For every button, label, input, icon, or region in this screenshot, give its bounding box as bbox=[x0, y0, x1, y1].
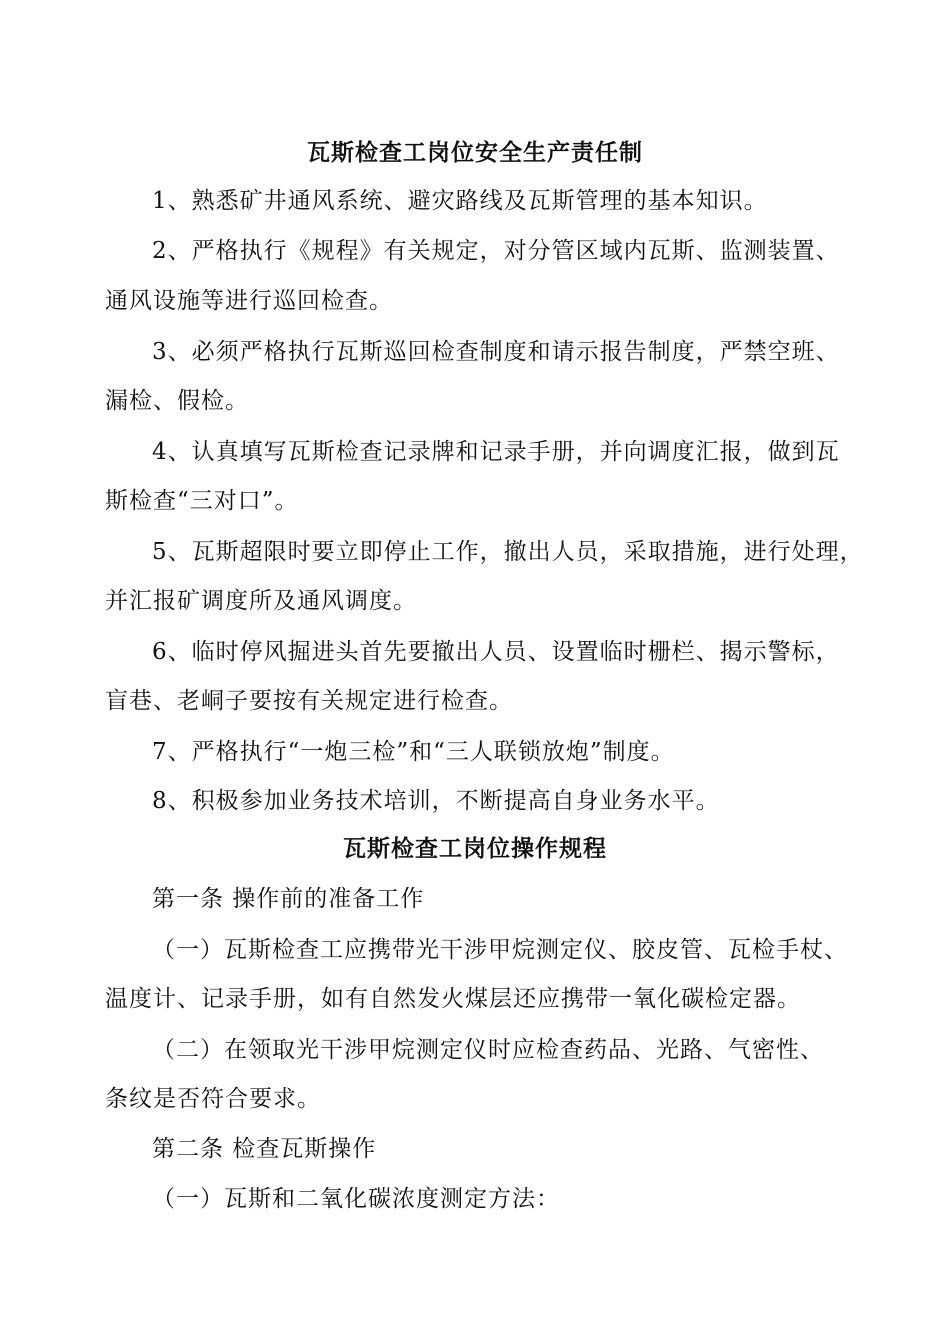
responsibility-item-6-line-1: 6、临时停风掘进头首先要撤出人员、设置临时栅栏、揭示警标， bbox=[152, 639, 840, 665]
responsibility-item-1: 1、熟悉矿井通风系统、避灾路线及瓦斯管理的基本知识。 bbox=[152, 188, 768, 214]
article-1-heading: 第一条 操作前的准备工作 bbox=[152, 886, 425, 912]
article-1-item-1-line-2: 温度计、记录手册，如有自然发火煤层还应携带一氧化碳检定器。 bbox=[105, 986, 801, 1012]
responsibility-item-4-line-2: 斯检查“三对口”。 bbox=[105, 488, 299, 514]
responsibility-item-2-line-2: 通风设施等进行巡回检查。 bbox=[105, 288, 393, 314]
article-1-item-2-line-2: 条纹是否符合要求。 bbox=[105, 1086, 321, 1112]
responsibility-item-3-line-2: 漏检、假检。 bbox=[105, 388, 249, 414]
responsibility-item-7: 7、严格执行“一炮三检”和“三人联锁放炮”制度。 bbox=[152, 739, 675, 765]
section-title-responsibility: 瓦斯检查工岗位安全生产责任制 bbox=[307, 139, 643, 166]
responsibility-item-5-line-1: 5、瓦斯超限时要立即停止工作，撤出人员，采取措施，进行处理， bbox=[152, 539, 864, 565]
article-2-heading: 第二条 检查瓦斯操作 bbox=[152, 1136, 377, 1162]
article-1-item-2-line-1: （二）在领取光干涉甲烷测定仪时应检查药品、光路、气密性、 bbox=[152, 1037, 824, 1063]
responsibility-item-3-line-1: 3、必须严格执行瓦斯巡回检查制度和请示报告制度，严禁空班、 bbox=[152, 339, 840, 365]
responsibility-item-5-line-2: 并汇报矿调度所及通风调度。 bbox=[105, 588, 417, 614]
article-2-item-1-line-1: （一）瓦斯和二氧化碳浓度测定方法： bbox=[152, 1186, 560, 1212]
responsibility-item-8: 8、积极参加业务技术培训，不断提高自身业务水平。 bbox=[152, 788, 720, 814]
section-title-operation: 瓦斯检查工岗位操作规程 bbox=[343, 835, 607, 862]
responsibility-item-6-line-2: 盲巷、老峒子要按有关规定进行检查。 bbox=[105, 688, 513, 714]
article-1-item-1-line-1: （一）瓦斯检查工应携带光干涉甲烷测定仪、胶皮管、瓦检手杖、 bbox=[152, 937, 848, 963]
responsibility-item-4-line-1: 4、认真填写瓦斯检查记录牌和记录手册，并向调度汇报，做到瓦 bbox=[152, 439, 840, 465]
responsibility-item-2-line-1: 2、严格执行《规程》有关规定，对分管区域内瓦斯、监测装置、 bbox=[152, 238, 840, 264]
